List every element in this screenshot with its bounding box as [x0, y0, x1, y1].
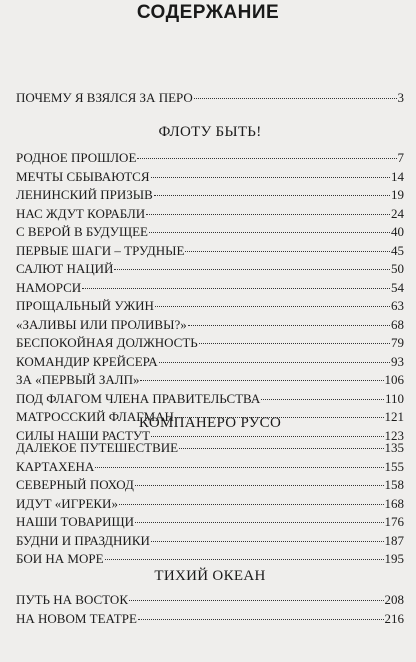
dot-leader [185, 251, 390, 252]
section-heading: ТИХИЙ ОКЕАН [154, 568, 266, 584]
entry-title: ИДУТ «ИГРЕКИ» [16, 495, 118, 511]
entry-title: ПЕРВЫЕ ШАГИ – ТРУДНЫЕ [16, 242, 185, 258]
section-flotu-byt [16, 123, 404, 445]
entry-page: 3 [397, 90, 404, 105]
entry-title: НАШИ ТОВАРИЩИ [16, 514, 135, 529]
entry-title: БУДНИ И ПРАЗДНИКИ [16, 532, 150, 548]
dot-leader [105, 559, 384, 560]
toc-entry [16, 242, 404, 261]
toc-entry [16, 316, 404, 335]
entry-page: 19 [391, 187, 404, 202]
entry-page: 216 [384, 610, 404, 626]
entry-page: 187 [384, 532, 404, 548]
dot-leader [135, 485, 384, 486]
toc-entry [16, 371, 404, 390]
entry-title: НАС ЖДУТ КОРАБЛИ [16, 205, 146, 221]
dot-leader [151, 177, 390, 178]
toc-entry [16, 186, 404, 205]
entry-title: С ВЕРОЙ В БУДУЩЕЕ [16, 224, 148, 239]
dot-leader [138, 619, 384, 620]
dot-leader [194, 98, 397, 99]
entry-title: НАМОРСИ [16, 279, 82, 295]
toc-entry [16, 439, 404, 458]
dot-leader [261, 399, 384, 400]
entry-title: МАТРОССКИЙ ФЛАГМАН [16, 409, 174, 424]
toc-entry [16, 591, 404, 610]
toc-entry [16, 149, 404, 168]
dot-leader [95, 467, 383, 468]
dot-leader [155, 306, 390, 307]
entry-title: СИЛЫ НАШИ РАСТУТ [16, 427, 151, 443]
entry-page: 106 [384, 372, 404, 387]
entry-title: ПУТЬ НА ВОСТОК [16, 592, 128, 607]
toc-entry [16, 550, 404, 569]
toc-entry [16, 532, 404, 551]
entry-page: 24 [391, 205, 404, 221]
toc-entry [16, 297, 404, 316]
entry-page: 158 [384, 477, 404, 492]
dot-leader [199, 343, 390, 344]
toc-entry [16, 260, 404, 279]
entry-page: 50 [391, 261, 404, 276]
section-companero-ruso [16, 414, 404, 569]
dot-leader [82, 288, 390, 289]
dot-leader [159, 362, 390, 363]
dot-leader [129, 600, 384, 601]
entry-page: 121 [384, 409, 404, 424]
section-heading: КОМПАНЕРО РУСО [138, 415, 282, 431]
toc-entry [16, 476, 404, 495]
entry-page: 45 [391, 242, 404, 258]
entry-title: НА НОВОМ ТЕАТРЕ [16, 610, 137, 626]
entry-page: 68 [391, 316, 404, 332]
page-title: СОДЕРЖАНИЕ [136, 2, 280, 23]
dot-leader [137, 158, 396, 159]
entry-page: 14 [391, 168, 404, 184]
toc-entry-intro [16, 89, 404, 108]
toc-entry [16, 495, 404, 514]
entry-title: ПРОЩАЛЬНЫЙ УЖИН [16, 298, 154, 313]
entry-title: БОИ НА МОРЕ [16, 551, 104, 566]
entry-page: 54 [391, 279, 404, 295]
entry-page: 135 [384, 440, 404, 455]
entry-title: ЛЕНИНСКИЙ ПРИЗЫВ [16, 187, 153, 202]
dot-leader [135, 522, 383, 523]
toc-entry [16, 334, 404, 353]
toc-entry [16, 458, 404, 477]
entry-page: 79 [391, 335, 404, 350]
entry-page: 40 [391, 224, 404, 239]
entry-title: КАРТАХЕНА [16, 458, 95, 474]
toc-entry [16, 610, 404, 629]
entry-title: КОМАНДИР КРЕЙСЕРА [16, 353, 158, 369]
entry-title: РОДНОЕ ПРОШЛОЕ [16, 150, 137, 165]
entry-title: ПОЧЕМУ Я ВЗЯЛСЯ ЗА ПЕРО [16, 90, 193, 105]
entry-page: 176 [384, 514, 404, 529]
entry-page: 155 [384, 458, 404, 474]
entry-page: 123 [384, 427, 404, 443]
entry-page: 110 [384, 390, 404, 406]
dot-leader [188, 325, 390, 326]
toc-entry [16, 205, 404, 224]
dot-leader [146, 214, 390, 215]
entry-page: 208 [384, 592, 404, 607]
toc-entry [16, 168, 404, 187]
dot-leader [149, 232, 390, 233]
entry-title: САЛЮТ НАЦИЙ [16, 261, 114, 276]
toc-entry [16, 353, 404, 372]
entry-title: ПОД ФЛАГОМ ЧЛЕНА ПРАВИТЕЛЬСТВА [16, 390, 261, 406]
dot-leader [151, 541, 384, 542]
toc-entry [16, 223, 404, 242]
section-tikhiy-okean [16, 567, 404, 628]
dot-leader [179, 448, 383, 449]
toc-entry [16, 390, 404, 409]
entry-title: ЗА «ПЕРВЫЙ ЗАЛП» [16, 372, 140, 387]
toc-entry [16, 279, 404, 298]
entry-title: МЕЧТЫ СБЫВАЮТСЯ [16, 168, 150, 184]
dot-leader [140, 380, 383, 381]
dot-leader [119, 504, 384, 505]
entry-page: 195 [384, 551, 404, 566]
entry-page: 93 [391, 353, 404, 369]
entry-title: ДАЛЕКОЕ ПУТЕШЕСТВИЕ [16, 440, 179, 455]
entry-page: 7 [397, 150, 404, 165]
toc-entry [16, 513, 404, 532]
intro-block [16, 89, 404, 108]
dot-leader [114, 269, 390, 270]
section-heading: ФЛОТУ БЫТЬ! [158, 124, 262, 140]
entry-title: БЕСПОКОЙНАЯ ДОЛЖНОСТЬ [16, 335, 198, 350]
dot-leader [154, 195, 390, 196]
entry-title: СЕВЕРНЫЙ ПОХОД [16, 477, 134, 492]
entry-page: 63 [391, 298, 404, 313]
entry-page: 168 [384, 495, 404, 511]
entry-title: «ЗАЛИВЫ ИЛИ ПРОЛИВЫ?» [16, 316, 187, 332]
